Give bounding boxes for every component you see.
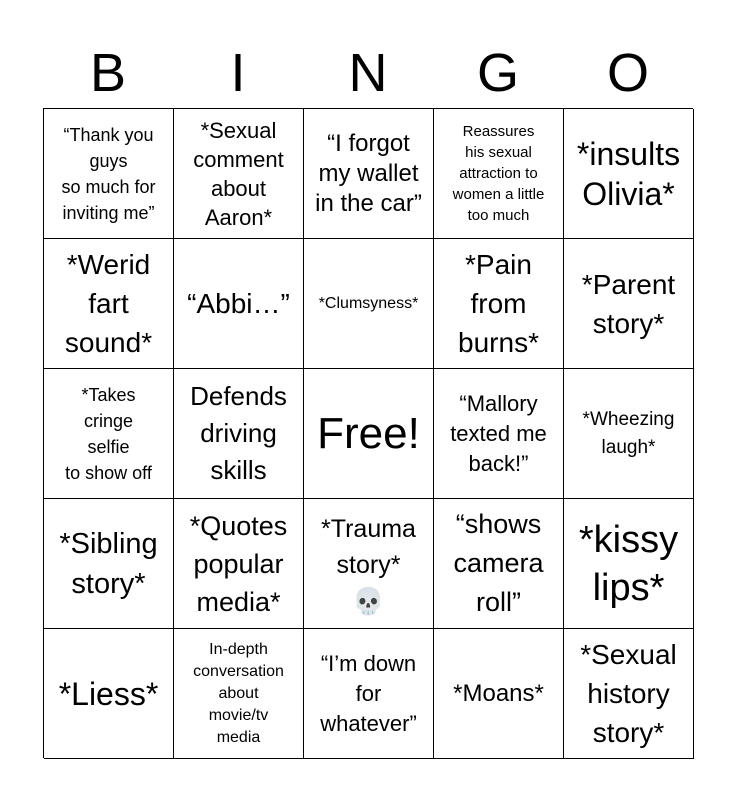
free-space-text: Free! [317,408,420,458]
cell-text: *Sexual history story* [580,639,677,748]
bingo-cell-r1c1[interactable] [44,109,174,239]
bingo-cell-r2c2[interactable] [174,239,304,369]
header-letter-b: B [89,43,127,103]
bingo-cell-r5c5[interactable] [564,629,694,759]
bingo-cell-r3c4[interactable] [434,369,564,499]
bingo-header [43,38,693,108]
header-letter-o: O [606,43,649,103]
cell-text: *Takes cringe selfie to show off [65,384,152,483]
cell-text: “Abbi…” [187,288,290,319]
cell-text: *Clumsyness* [318,294,419,312]
cell-text: *Liess* [58,675,159,712]
cell-text: “shows camera roll” [453,509,544,617]
cell-text: “Thank you guys so much for inviting me” [61,124,156,223]
bingo-cell-r4c1[interactable] [44,499,174,629]
header-letter-i: I [230,43,246,103]
cell-text: *Werid fart sound* [64,249,153,358]
header-letter-g: G [476,43,519,103]
bingo-cell-r1c4[interactable] [434,109,564,239]
cell-text: In-depth conversation about movie/tv media [193,640,284,746]
bingo-cell-r2c3[interactable] [304,239,434,369]
bingo-cell-r4c2[interactable] [174,499,304,629]
header-letter-n: N [348,43,388,103]
bingo-cell-r5c1[interactable] [44,629,174,759]
bingo-board [43,108,693,758]
bingo-cell-r4c5[interactable] [564,499,694,629]
bingo-cell-r5c2[interactable] [174,629,304,759]
skull-icon: 💀 [352,585,385,616]
cell-text: “Mallory texted me back!” [450,390,547,476]
cell-text: *Sibling story* [59,527,158,600]
bingo-cell-r2c1[interactable] [44,239,174,369]
cell-text: “I forgot my wallet in the car” [315,129,422,217]
bingo-cell-r1c2[interactable] [174,109,304,239]
cell-text: *insults Olivia* [576,135,681,212]
cell-text: “I’m down for whatever” [320,650,417,736]
bingo-cell-r4c4[interactable] [434,499,564,629]
bingo-cell-r2c4[interactable] [434,239,564,369]
cell-text: *Quotes popular media* [189,510,288,617]
cell-text: *Trauma story* [321,514,416,579]
cell-text: Defends driving skills [190,381,287,485]
bingo-cell-r1c5[interactable] [564,109,694,239]
bingo-cell-r5c3[interactable] [304,629,434,759]
cell-text: *Wheezing laugh* [582,408,675,458]
bingo-cell-r3c5[interactable] [564,369,694,499]
bingo-cell-r4c3[interactable] [304,499,434,629]
bingo-cell-r2c5[interactable] [564,239,694,369]
cell-text: *kissy lips* [578,518,679,609]
cell-text: *Parent story* [581,268,676,339]
cell-text: *Sexual comment about Aaron* [193,117,284,230]
bingo-cell-r5c4[interactable] [434,629,564,759]
bingo-cell-r3c1[interactable] [44,369,174,499]
bingo-cell-r1c3[interactable] [304,109,434,239]
bingo-cell-free[interactable] [304,369,434,499]
cell-text: *Pain from burns* [458,249,539,358]
cell-text: Reassures his sexual attraction to women a little too much [452,123,545,224]
bingo-cell-r3c2[interactable] [174,369,304,499]
cell-text: *Moans* [453,680,544,707]
